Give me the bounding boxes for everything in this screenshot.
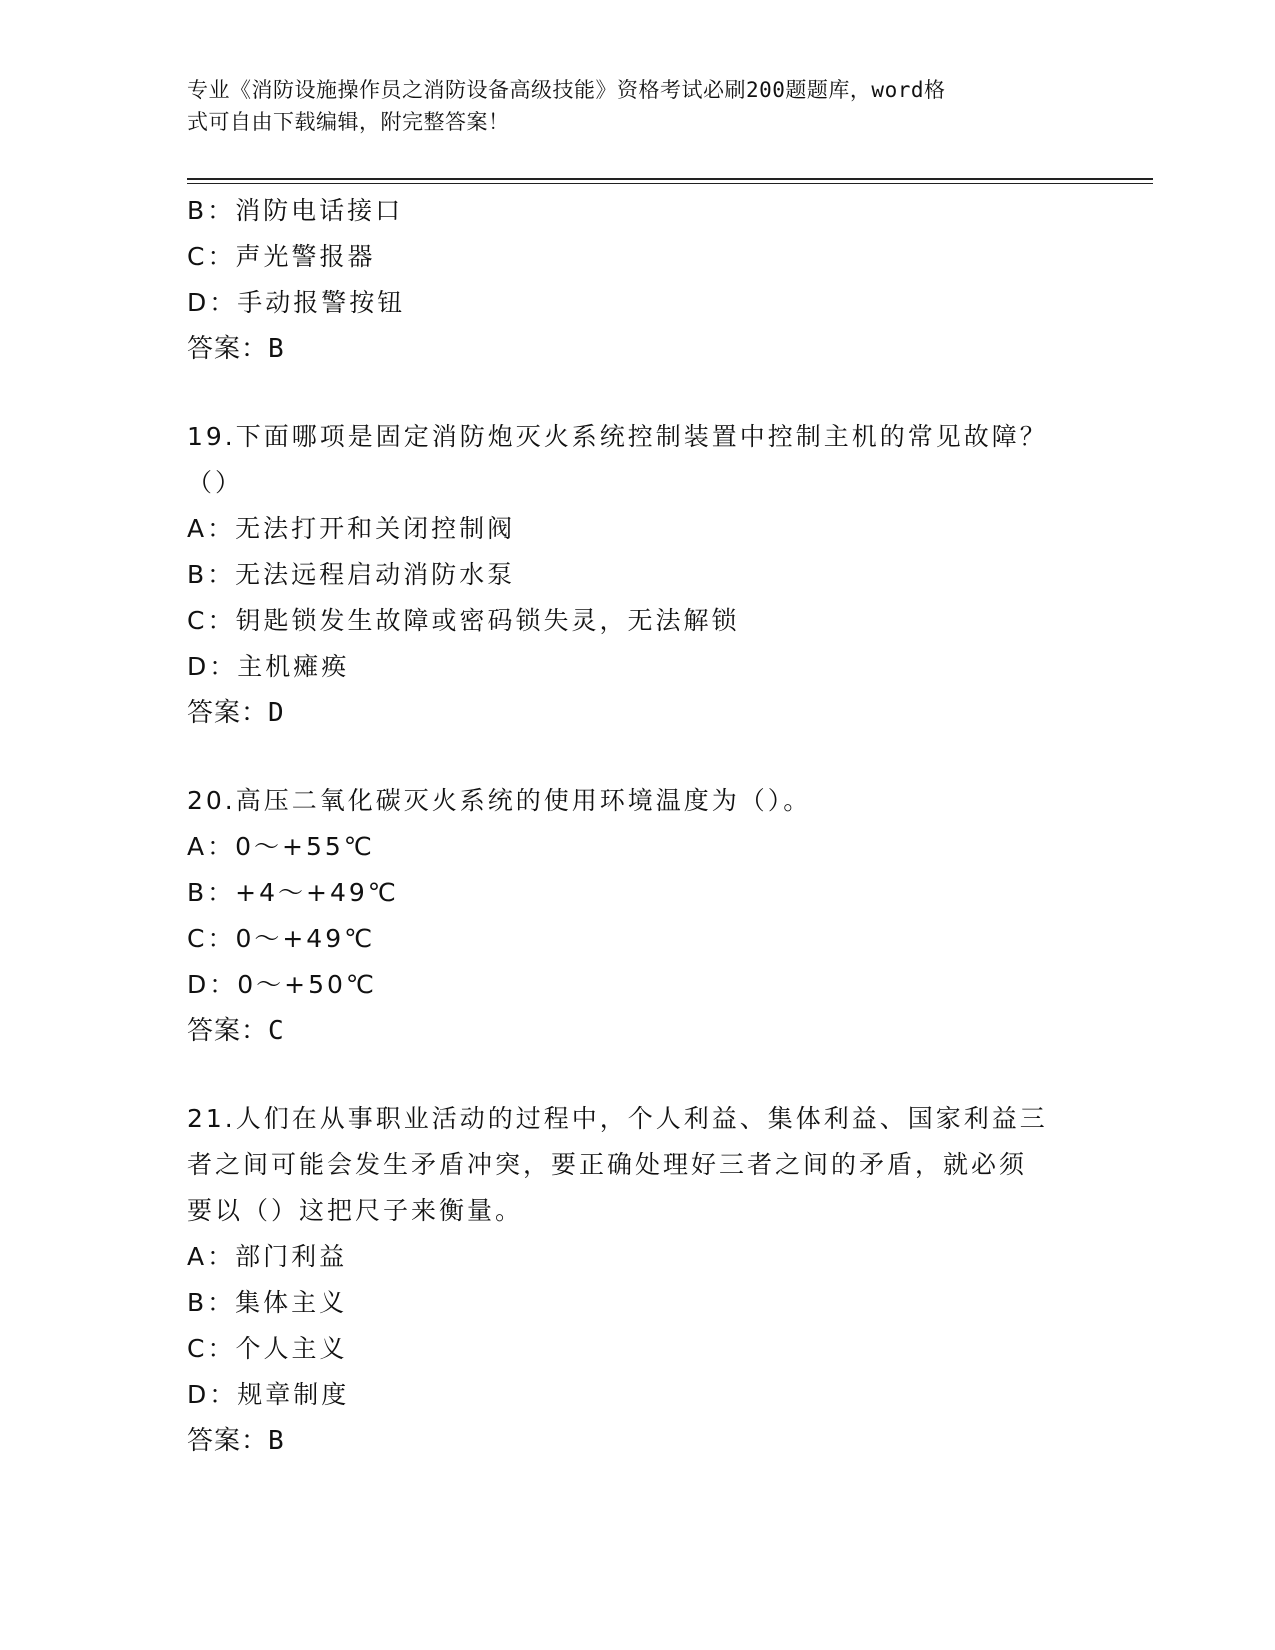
answer-line: 答案：B: [187, 334, 285, 364]
question-19: [187, 414, 1087, 736]
header-line-2: 式可自由下载编辑，附完整答案！: [187, 110, 510, 134]
document-body: [187, 188, 1087, 1464]
spacer: [187, 372, 1087, 414]
question-21: [187, 1096, 1087, 1464]
question-fragment: [187, 188, 1087, 372]
option-c: C：个人主义: [187, 1334, 348, 1363]
option-d: D：手动报警按钮: [187, 288, 406, 317]
question-20: [187, 778, 1087, 1054]
option-a: A：无法打开和关闭控制阀: [187, 514, 516, 543]
header-divider-thin: [187, 183, 1153, 184]
question-text-line: 19.下面哪项是固定消防炮灭火系统控制装置中控制主机的常见故障？: [187, 422, 1048, 451]
option-b: B：集体主义: [187, 1288, 348, 1317]
answer-line: 答案：D: [187, 698, 285, 728]
option-a: A：0～+55℃: [187, 832, 375, 861]
option-c: C：声光警报器: [187, 242, 376, 271]
option-d: D：规章制度: [187, 1380, 350, 1409]
spacer: [187, 1054, 1087, 1096]
spacer: [187, 736, 1087, 778]
question-text-line: 者之间可能会发生矛盾冲突，要正确处理好三者之间的矛盾，就必须: [187, 1150, 1028, 1179]
option-a: A：部门利益: [187, 1242, 348, 1271]
document-header: [187, 74, 1067, 138]
option-b: B：无法远程启动消防水泵: [187, 560, 516, 589]
header-divider-thick: [187, 178, 1153, 180]
answer-line: 答案：B: [187, 1426, 285, 1456]
question-text-line: 21.人们在从事职业活动的过程中，个人利益、集体利益、国家利益三: [187, 1104, 1048, 1133]
question-text-line: 20.高压二氧化碳灭火系统的使用环境温度为（）。: [187, 786, 812, 815]
header-line-1: 专业《消防设施操作员之消防设备高级技能》资格考试必刷200题题库，word格: [187, 78, 946, 102]
answer-line: 答案：C: [187, 1016, 285, 1046]
option-b: B：消防电话接口: [187, 196, 404, 225]
option-b: B：+4～+49℃: [187, 878, 399, 907]
option-c: C：0～+49℃: [187, 924, 376, 953]
question-text-line: （）: [187, 468, 244, 497]
question-text-line: 要以（）这把尺子来衡量。: [187, 1196, 524, 1225]
option-d: D：主机瘫痪: [187, 652, 350, 681]
option-c: C：钥匙锁发生故障或密码锁失灵，无法解锁: [187, 606, 740, 635]
option-d: D：0～+50℃: [187, 970, 377, 999]
